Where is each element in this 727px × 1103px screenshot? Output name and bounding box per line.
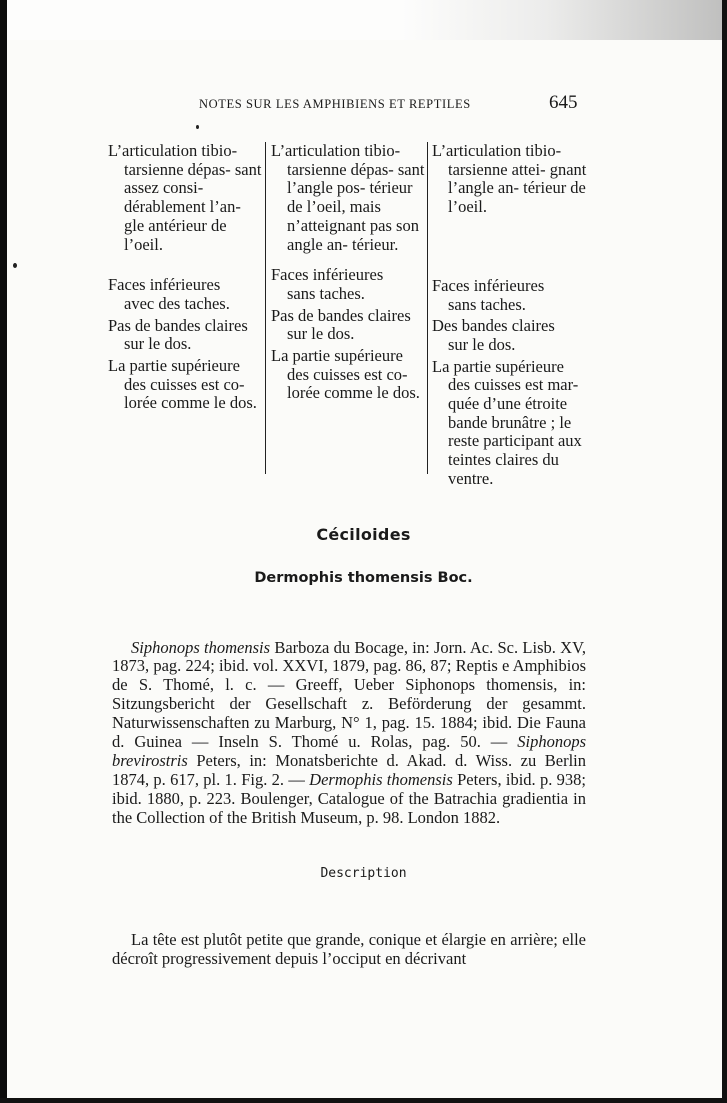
column-entry: [108, 317, 264, 354]
entry-continuation: des cuisses est co- lorée comme le dos.: [124, 374, 257, 413]
column-entry: [271, 266, 427, 303]
entry-first-line: Pas de bandes claires: [271, 305, 411, 325]
entry-first-line: Pas de bandes claires: [108, 315, 248, 335]
scan-shadow-top: [0, 0, 727, 40]
comparison-column-1: [108, 142, 264, 416]
scan-edge-right: [722, 0, 727, 1103]
citation-name: Dermophis thomensis: [309, 769, 453, 789]
citation-name: Siphonops thomensis: [131, 637, 271, 657]
entry-continuation: sur le dos.: [448, 334, 516, 354]
column-entry: [108, 142, 264, 254]
bibliography-paragraph: [112, 639, 586, 828]
speck-mark: [13, 263, 17, 268]
entry-first-line: Des bandes claires: [432, 316, 555, 336]
entry-continuation: sur le dos.: [287, 324, 355, 344]
column-entry: [108, 357, 264, 413]
citation-text: Peters, in: Monatsberichte d. Akad. d. Wiss. zu Berlin 1874, p. 617, pl. 1. Fig. 2. —: [112, 750, 586, 789]
speck-mark: [196, 125, 199, 129]
species-title: Dermophis thomensis Boc.: [254, 570, 473, 586]
entry-first-line: L’articulation tibio-: [108, 141, 238, 160]
comparison-table: [105, 141, 587, 488]
entry-first-line: La partie supérieure: [271, 346, 403, 366]
entry-continuation: tarsienne dépas- sant l’angle pos- térieur de l’oeil, mais n’atteignant pas son angle an- térieur.: [287, 159, 425, 254]
entry-continuation: des cuisses est co- lorée comme le dos.: [287, 364, 420, 403]
column-entry: [432, 358, 587, 489]
entry-first-line: Faces inférieures: [432, 275, 545, 295]
section-title: Céciloides: [316, 525, 411, 544]
entry-continuation: tarsienne attei- gnant l’angle an- térieur de l’oeil.: [448, 159, 587, 217]
scan-edge-left: [0, 0, 7, 1103]
citation-text: Barboza du Bocage, in: Jorn. Ac. Sc. Lisb. XV, 1873, pag. 224; ibid. vol. XXVI, 1879, pag. 86, 87; Reptis e Amphibios de S. Thomé, l. c. — Greeff, Ueber Siphonops thomensis, in: Sitzungsbericht der Gesellschaft z. Beförderung der gesammt. Naturwissenschaften zu Marburg, N° 1, pag. 15. 1884; ibid. Die Fauna d. Guinea — Inseln S. Thomé u. Rolas, pag. 50. —: [112, 637, 586, 752]
entry-continuation: tarsienne dépas- sant assez consi- dérablement l’an- gle antérieur de l’oeil.: [124, 159, 262, 254]
column-entry: [108, 276, 264, 313]
column-divider: [265, 142, 266, 474]
page-number: 645: [549, 92, 578, 113]
column-entry: [432, 277, 587, 314]
running-head: NOTES SUR LES AMPHIBIENS ET REPTILES: [199, 97, 471, 111]
citation-name: Siphonops brevirostris: [112, 732, 586, 770]
description-heading: Description: [320, 866, 407, 881]
entry-first-line: L’articulation tibio-: [432, 141, 562, 160]
comparison-column-2: [271, 142, 427, 406]
entry-first-line: La partie supérieure: [432, 356, 564, 376]
column-entry: [432, 317, 587, 354]
column-entry: [271, 142, 427, 254]
entry-continuation: sans taches.: [287, 283, 365, 303]
entry-continuation: sans taches.: [448, 294, 526, 314]
entry-first-line: Faces inférieures: [271, 265, 384, 285]
description-paragraph: La tête est plutôt petite que grande, conique et élargie en arrière; elle décroît progressivement depuis l’occiput en décrivant: [112, 929, 586, 968]
scan-edge-bottom: [0, 1098, 727, 1103]
column-entry: [271, 307, 427, 344]
entry-first-line: L’articulation tibio-: [271, 141, 401, 160]
entry-first-line: Faces inférieures: [108, 275, 221, 295]
entry-continuation: avec des taches.: [124, 293, 230, 313]
entry-continuation: sur le dos.: [124, 334, 192, 354]
entry-first-line: La partie supérieure: [108, 356, 240, 376]
comparison-column-3: [432, 142, 587, 492]
entry-continuation: des cuisses est mar- quée d’une étroite bande brunâtre ; le reste participant aux teintes claires du ventre.: [448, 375, 582, 488]
citation-text: Peters, ibid. p. 938; ibid. 1880, p. 223. Boulenger, Catalogue of the Batrachia gradientia in the Collection of the British Museum, p. 98. London 1882.: [112, 769, 586, 827]
column-entry: [271, 347, 427, 403]
column-divider: [427, 142, 428, 474]
column-entry: [432, 142, 587, 217]
